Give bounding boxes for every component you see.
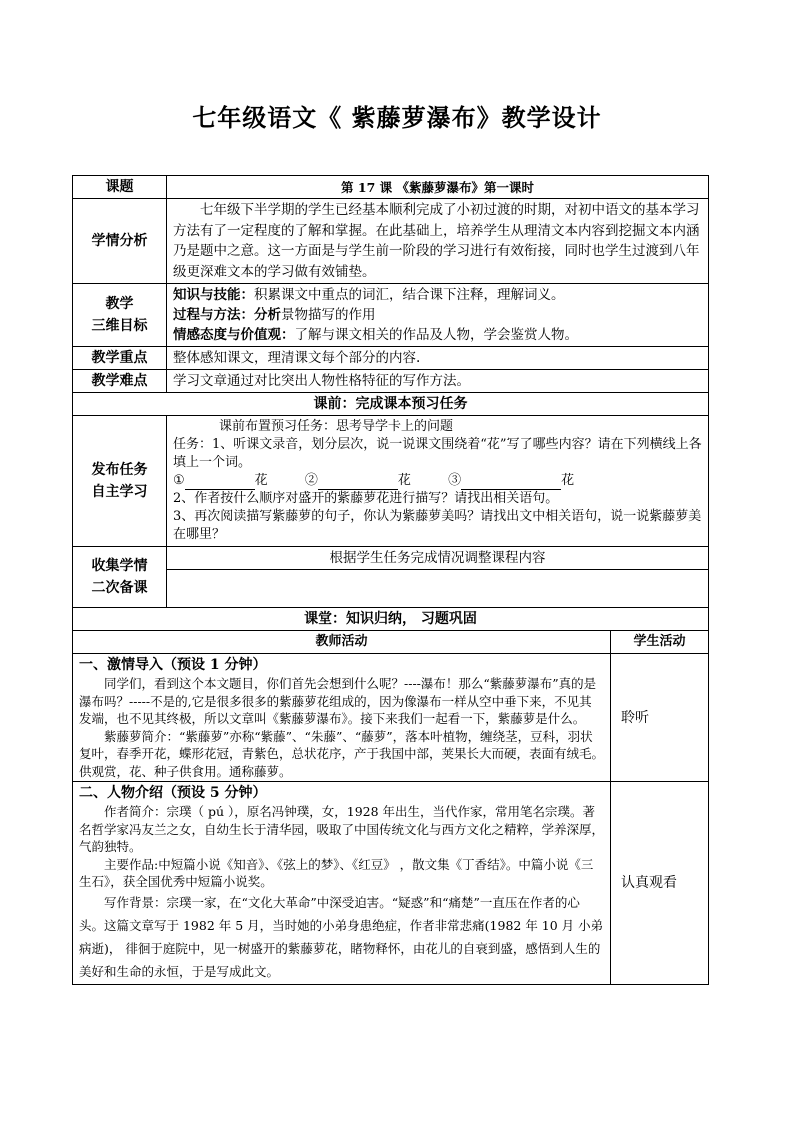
difficulty-text: 学习文章通过对比突出人物性格特征的写作方法。 — [167, 370, 709, 393]
focus-label: 教学重点 — [73, 347, 167, 370]
lesson-label: 课题 — [73, 176, 167, 199]
inclass-heading: 课堂：知识归纳， 习题巩固 — [73, 608, 709, 631]
goals-label-line1: 教学 — [105, 296, 134, 312]
analysis-text: 七年级下半学期的学生已经基本顺利完成了小初过渡的时期，对初中语文的基本学习方法有了一定程度的了解和掌握。在此基础上，培养学生从理清文本内容到挖掘文本内涵乃是题中之意。这一方面是与学生前一阶段的学习进行有效衔接，同时也学生过渡到八年级更深难文本的学习做有效铺垫。 — [167, 199, 709, 284]
preclass-task3: 3、再次阅读描写紫藤萝的句子，你认为紫藤萝美吗？请找出文中相关语句，说一说紫藤萝美在哪里？ — [173, 509, 702, 542]
section-1-title: 一、激情导入（预设 1 分钟） — [79, 657, 267, 673]
row-preclass-tasks — [73, 416, 709, 547]
preclass-task2: 2、作者按什么顺序对盛开的紫藤萝花进行描写？请找出相关语句。 — [173, 491, 559, 506]
col-teacher: 教师活动 — [73, 631, 611, 654]
section-2-title: 二、人物介绍（预设 5 分钟） — [79, 785, 267, 801]
preclass-intro: 课前布置预习任务：思考导学卡上的问题 — [219, 419, 454, 434]
preclass-label-line2: 自主学习 — [91, 484, 148, 500]
row-section-2 — [73, 782, 709, 985]
row-focus — [73, 347, 709, 370]
row-inclass-columns — [73, 631, 709, 654]
row-collect-1 — [73, 547, 709, 570]
collect-label-line1: 收集学情 — [91, 558, 148, 574]
section-1-content — [73, 654, 611, 782]
row-collect-2 — [73, 570, 709, 608]
page-title: 七年级语文《 紫藤萝瀑布》教学设计 — [192, 103, 602, 132]
fill-blank-2[interactable] — [318, 475, 398, 490]
preclass-label — [73, 416, 167, 547]
collect-empty — [167, 570, 709, 608]
section-1-student: 聆听 — [611, 654, 709, 782]
preclass-task1: 任务：1、听课文录音，划分层次，说一说课文围绕着“花”写了哪些内容？请在下列横线上各填上一个词。 — [173, 437, 702, 470]
section-1-p2: 紫藤萝简介：“紫藤萝”亦称“紫藤”、“朱藤”、“藤萝”，落本叶植物，缠绕茎，豆科，羽状复叶，春季开花，蝶形花冠，青紫色，总状花序，产于我国中部，荚果长大而硬，表面有绒毛。供观赏，花、种子供食用。通称藤萝。 — [79, 728, 605, 779]
collect-label — [73, 547, 167, 608]
goals-content — [167, 284, 709, 347]
row-section-1 — [73, 654, 709, 782]
fill-blank-1[interactable] — [185, 475, 255, 490]
goals-label-line2: 三维目标 — [91, 318, 148, 334]
analysis-label: 学情分析 — [73, 199, 167, 284]
preclass-label-line1: 发布任务 — [91, 462, 148, 478]
row-preclass-heading — [73, 393, 709, 416]
goal-emotion: 情感态度与价值观：了解与课文相关的作品及人物，学会鉴赏人物。 — [173, 327, 578, 343]
section-2-content — [73, 782, 611, 985]
collect-text: 根据学生任务完成情况调整课程内容 — [167, 547, 709, 570]
focus-text: 整体感知课文，理清课文每个部分的内容. — [167, 347, 709, 370]
section-2-p2: 主要作品:中短篇小说《知音》、《弦上的梦》、《红豆》 ，散文集《丁香结》。中篇小说《三生石》，获全国优秀中短篇小说奖。 — [79, 856, 594, 889]
row-lesson — [73, 176, 709, 199]
row-analysis — [73, 199, 709, 284]
row-goals — [73, 284, 709, 347]
goal-process: 过程与方法：分析景物描写的作用 — [173, 307, 376, 323]
lesson-plan-table — [72, 175, 709, 985]
section-2-student: 认真观看 — [611, 782, 709, 985]
row-inclass-heading — [73, 608, 709, 631]
section-2-p1: 作者简介：宗璞（ pú ），原名冯钟璞，女，1928 年出生，当代作家，常用笔名宗璞。著名哲学家冯友兰之女，自幼生长于清华园，吸取了中国传统文化与西方文化之精粹，学养深厚，气韵独特。 — [79, 804, 605, 854]
fill-blank-3[interactable] — [461, 475, 561, 490]
section-1-p1: 同学们，看到这个本文题目，你们首先会想到什么呢？----瀑布！那么“紫藤萝瀑布”真的是瀑布吗？-----不是的,它是很多很多的紫藤萝花组成的，因为像瀑布一样从空中垂下来，不见其发端，也不见其终极，所以文章叫《紫藤萝瀑布》。接下来我们一起看一下，紫藤萝是什么。 — [79, 676, 597, 726]
row-difficulty — [73, 370, 709, 393]
difficulty-label: 教学难点 — [73, 370, 167, 393]
preclass-content — [167, 416, 709, 547]
section-2-p3: 写作背景：宗璞一家，在“文化大革命”中深受迫害。“疑惑”和“痛楚”一直压在作者的心头。这篇文章写于 1982 年 5 月，当时她的小弟身患绝症，作者非常悲痛(1982 年 10 月 小弟病逝)， 徘徊于庭院中，见一树盛开的紫藤萝花，睹物释怀，由花儿的自衰到盛，感悟到人生的美好和生命的永恒，于是写成此文。 — [79, 894, 604, 979]
lesson-value: 第 17 课 《紫藤萝瀑布》第一课时 — [167, 176, 709, 199]
collect-label-line2: 二次备课 — [91, 580, 148, 596]
goals-label — [73, 284, 167, 347]
goal-knowledge: 知识与技能：积累课文中重点的词汇，结合课下注释，理解词义。 — [173, 287, 565, 303]
preclass-blanks: ① 花 ② 花 ③ 花 — [173, 473, 575, 488]
col-student: 学生活动 — [611, 631, 709, 654]
preclass-heading: 课前：完成课本预习任务 — [73, 393, 709, 416]
